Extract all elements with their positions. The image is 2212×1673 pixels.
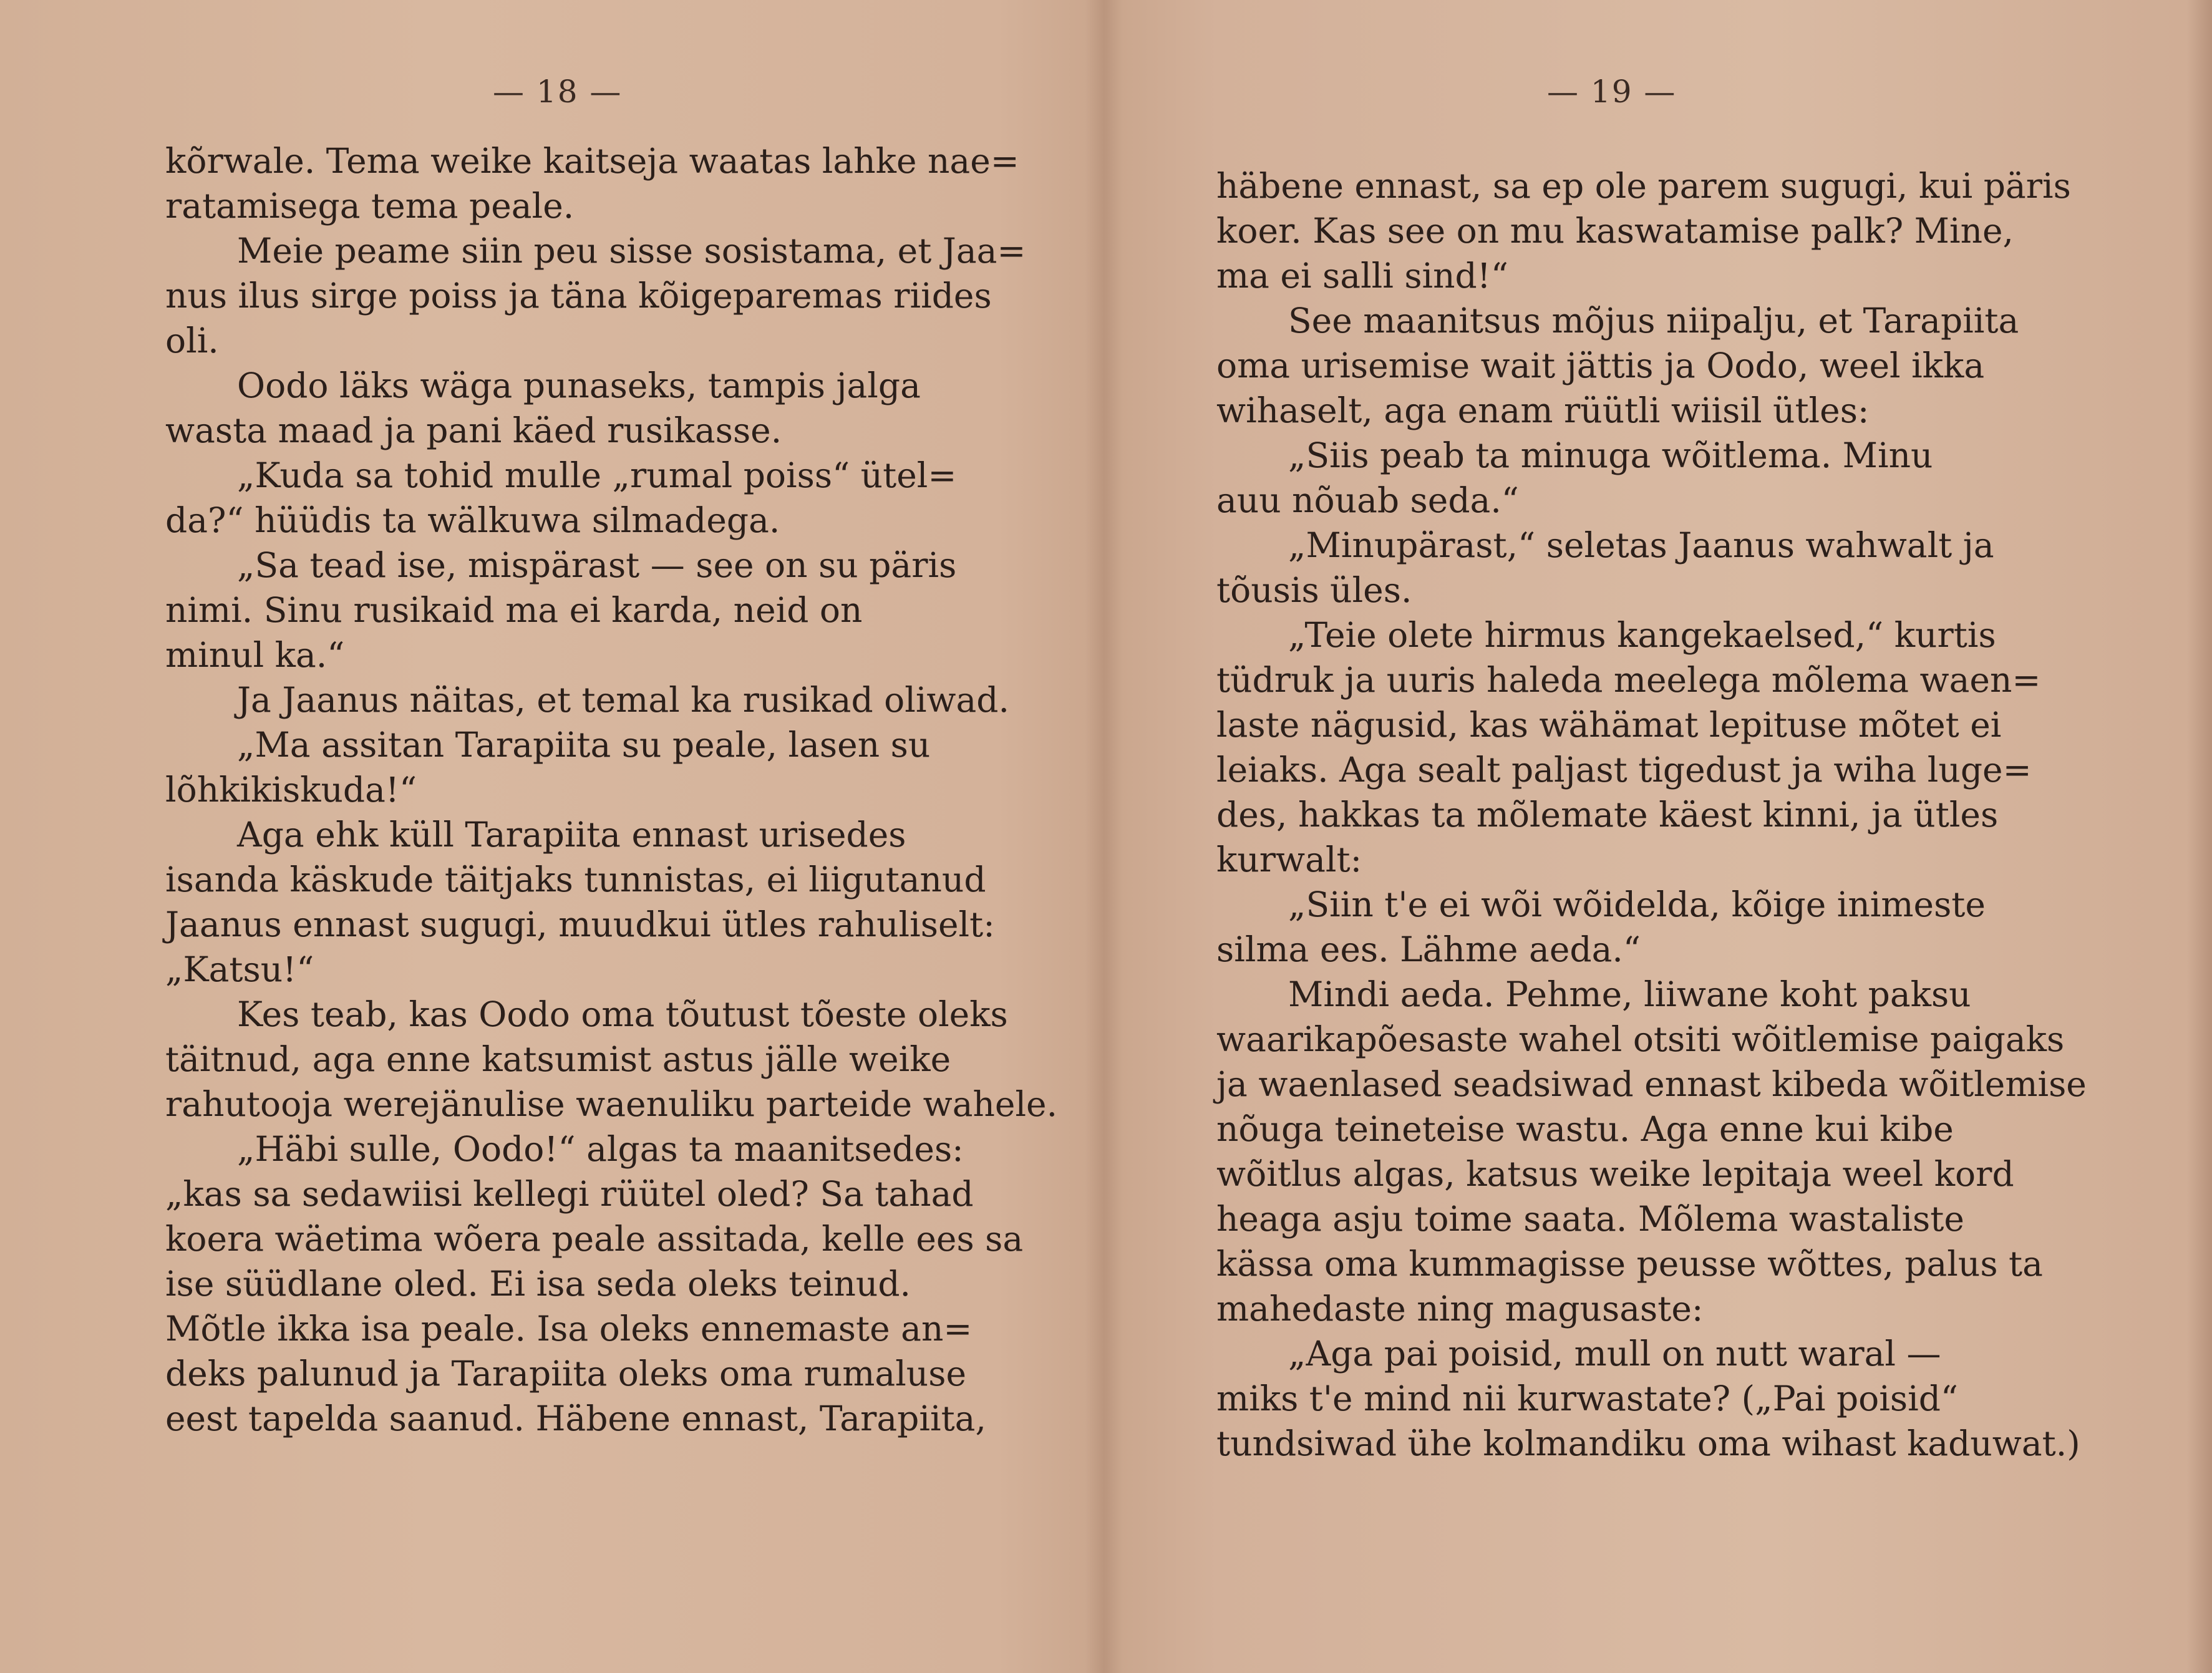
text-line: „Siis peab ta minuga wõitlema. Minu: [1288, 435, 1933, 475]
text-line: tundsiwad ühe kolmandiku oma wihast kaduwat.): [1216, 1423, 2080, 1463]
text-line: Meie peame siin peu sisse sosistama, et Jaa=: [237, 231, 1026, 271]
text-line: nõuga teineteise wastu. Aga enne kui kibe: [1216, 1109, 1954, 1149]
text-line: „Aga pai poisid, mull on nutt waral —: [1288, 1334, 1941, 1374]
text-line: mahedaste ning magusaste:: [1216, 1289, 1704, 1329]
text-line: „kas sa sedawiisi kellegi rüütel oled? Sa tahad: [165, 1174, 974, 1214]
text-line: miks t'e mind nii kurwastate? („Pai poisid“: [1216, 1379, 1959, 1418]
text-line: auu nõuab seda.“: [1216, 480, 1519, 520]
page-number-left: — 18 —: [493, 74, 623, 110]
text-line: leiaks. Aga sealt paljast tigedust ja wiha luge=: [1216, 750, 2032, 790]
text-line: ratamisega tema peale.: [165, 186, 575, 226]
text-line: isanda käskude täitjaks tunnistas, ei liigutanud: [165, 860, 986, 900]
text-line: eest tapelda saanud. Häbene ennast, Tarapiita,: [165, 1399, 986, 1438]
text-line: koera wäetima wõera peale assitada, kelle ees sa: [165, 1219, 1024, 1259]
text-line: koer. Kas see on mu kaswatamise palk? Mine,: [1216, 211, 2014, 251]
right-page: [1117, 0, 2212, 1673]
text-line: rahutooja werejänulise waenuliku parteide wahele.: [165, 1084, 1058, 1124]
text-line: Jaanus ennast sugugi, muudkui ütles rahuliselt:: [165, 904, 995, 944]
text-line: oma urisemise wait jättis ja Oodo, weel ikka: [1216, 346, 1985, 386]
text-line: ja waenlased seadsiwad ennast kibeda wõitlemise: [1216, 1064, 2087, 1104]
text-line: „Häbi sulle, Oodo!“ algas ta maanitsedes:: [237, 1129, 964, 1169]
text-line: deks palunud ja Tarapiita oleks oma rumaluse: [165, 1354, 966, 1394]
text-line: wihaselt, aga enam rüütli wiisil ütles:: [1216, 390, 1870, 430]
text-line: „Teie olete hirmus kangekaelsed,“ kurtis: [1288, 615, 1996, 655]
text-line: „Katsu!“: [165, 949, 314, 989]
text-line: wasta maad ja pani käed rusikasse.: [165, 410, 782, 450]
text-line: heaga asju toime saata. Mõlema wastaliste: [1216, 1199, 1964, 1239]
left-page-text: [165, 138, 1058, 1441]
text-line: lõhkikiskuda!“: [165, 770, 417, 810]
text-line: „Minupärast,“ seletas Jaanus wahwalt ja: [1288, 525, 1994, 565]
text-line: nimi. Sinu rusikaid ma ei karda, neid on: [165, 590, 863, 630]
text-line: ma ei salli sind!“: [1216, 256, 1508, 296]
text-line: minul ka.“: [165, 635, 345, 675]
text-line: da?“ hüüdis ta wälkuwa silmadega.: [165, 500, 780, 540]
text-line: des, hakkas ta mõlemate käest kinni, ja ütles: [1216, 795, 1999, 835]
text-line: ise süüdlane oled. Ei isa seda oleks teinud.: [165, 1264, 911, 1304]
page-number-right: — 19 —: [1547, 74, 1677, 110]
text-line: „Sa tead ise, mispärast — see on su päris: [237, 545, 957, 585]
text-line: häbene ennast, sa ep ole parem sugugi, kui päris: [1216, 166, 2071, 206]
text-line: Kes teab, kas Oodo oma tõutust tõeste oleks: [237, 994, 1008, 1034]
text-line: silma ees. Lähme aeda.“: [1216, 929, 1641, 969]
text-line: täitnud, aga enne katsumist astus jälle weike: [165, 1039, 951, 1079]
text-line: See maanitsus mõjus niipalju, et Tarapiita: [1288, 301, 2019, 341]
text-line: kurwalt:: [1216, 840, 1362, 880]
text-line: oli.: [165, 321, 219, 361]
left-page: [0, 0, 1098, 1673]
text-line: wõitlus algas, katsus weike lepitaja weel kord: [1216, 1154, 2014, 1194]
text-line: laste nägusid, kas wähämat lepituse mõtet ei: [1216, 705, 2002, 745]
text-line: tõusis üles.: [1216, 570, 1412, 610]
text-line: Ja Jaanus näitas, et temal ka rusikad oliwad.: [237, 680, 1009, 720]
text-line: „Ma assitan Tarapiita su peale, lasen su: [237, 725, 931, 765]
text-line: Oodo läks wäga punaseks, tampis jalga: [237, 366, 921, 405]
text-line: nus ilus sirge poiss ja täna kõigeparemas riides: [165, 276, 992, 316]
text-line: kõrwale. Tema weike kaitseja waatas lahke nae=: [165, 141, 1019, 181]
text-line: „Kuda sa tohid mulle „rumal poiss“ ütel=: [237, 455, 957, 495]
text-line: kässa oma kummagisse peusse wõttes, palus ta: [1216, 1244, 2043, 1284]
text-line: Mindi aeda. Pehme, liiwane koht paksu: [1288, 974, 1971, 1014]
text-line: waarikapõesaste wahel otsiti wõitlemise paigaks: [1216, 1019, 2065, 1059]
text-line: Mõtle ikka isa peale. Isa oleks ennemaste an=: [165, 1309, 973, 1349]
text-line: Aga ehk küll Tarapiita ennast urisedes: [237, 815, 906, 855]
right-page-text: [1216, 163, 2087, 1466]
text-line: tüdruk ja uuris haleda meelega mõlema waen=: [1216, 660, 2041, 700]
text-line: „Siin t'e ei wõi wõidelda, kõige inimeste: [1288, 885, 1986, 924]
